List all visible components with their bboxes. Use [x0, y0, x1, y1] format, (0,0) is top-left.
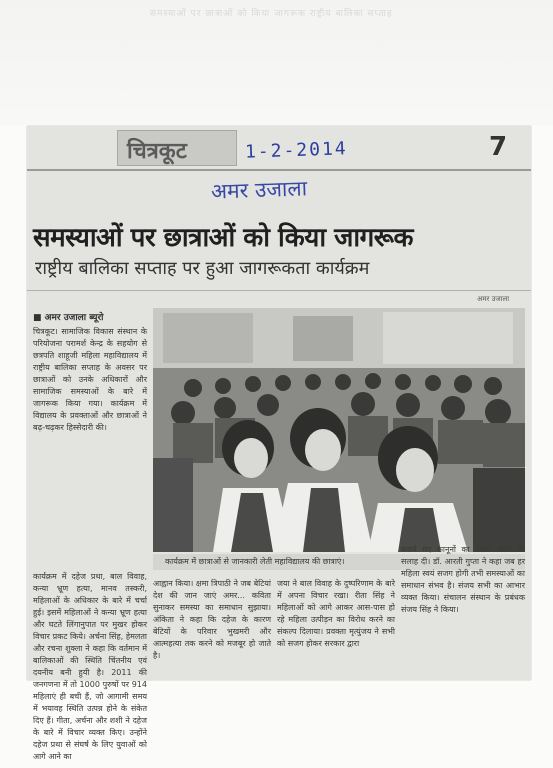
divider — [27, 290, 531, 291]
byline: ■ अमर उजाला ब्यूरो — [33, 313, 104, 323]
masthead — [27, 126, 531, 170]
article-column-4: बनाये गए कानूनों का पालन करने की सलाह दी। डॉ. आरती गुप्ता ने कहा जब हर महिला स्वयं सजग होगी तभी समस्याओं का समाधान संभव है। संजय सभी का आभार व्यक्त किया। संचालन संस्थान के प्रबंधक संजय सिंह ने किया। — [401, 545, 525, 614]
show-through-area — [0, 0, 553, 125]
photo-credit: अमर उजाला — [477, 295, 510, 303]
article-column-1: चित्रकूट। सामाजिक विकास संस्थान के परियोजना परामर्श केन्द्र के सहयोग से छत्रपति शाहूजी महिला महाविद्यालय में राष्ट्रीय बालिका सप्ताह के अवसर पर छात्राओं को उनके अधिकारों और सामाजिक समस्याओं के बारे में जागरूक किया गया। कार्यक्रम में विद्यालय के प्रवक्ताओं और छात्राओं ने बढ़-चढ़कर हिस्सेदारी की। — [33, 327, 147, 432]
article-column-3: जया ने बाल विवाह के दुष्परिणाम के बारे में अपना विचार रखा। रीता सिंह ने महिलाओं को आगे आकर आस-पास हो रहे महिला उत्पीड़न का विरोध करने का संकल्प दिलाया। प्रवक्ता मृत्युंजय ने सभी को सजग होकर सरकार द्वारा — [277, 579, 395, 648]
subheadline: राष्ट्रीय बालिका सप्ताह पर हुआ जागरूकता कार्यक्रम — [35, 258, 370, 279]
page-number: 7 — [489, 132, 508, 162]
masthead-rule — [27, 169, 531, 171]
article-column-2: आह्वान किया। क्षमा त्रिपाठी ने जब बेटियां देश की जान जाएं अमर... कविता सुनाकर समस्या का समाधान सुझाया। अंकिता ने कहा कि दहेज के कारण बेटियों के परिवार भुखमरी और आत्महत्या तक करने को मजबूर हो जाते है। — [153, 579, 271, 660]
article-photo — [153, 308, 525, 552]
city-name: चित्रकूट — [127, 139, 187, 164]
article-column-1-continued: कार्यक्रम में दहेज प्रथा, बाल विवाह, कन्या भ्रूण हत्या, मानव तस्करी, महिलाओं के अधिकार के बारे में चर्चा हुई। इसमें महिलाओं ने कन्या भ्रूण हत्या और घटते लिंगानुपात पर मुखर होकर विचार प्रकट किये। अर्चना सिंह, हेमलता और रचना शुक्ला ने कहा कि वर्तमान में बालिकाओं की स्थिति चिंतनीय एवं दयनीय बनी हुयी है। 2011 की जनगणना में तो 1000 पुरुषों पर 914 महिलाएं ही बची हैं, जो आगामी समय में भयावह स्थिति उत्पन्न होने के संकेत दिए हैं। गीता, अर्चना और शशी ने दहेज के बारे में विचार व्यक्त किए। उन्होंने दहेज प्रथा से संघर्ष के लिए युवाओं को आगे आने का — [33, 572, 147, 761]
photo-caption: कार्यक्रम में छात्राओं से जानकारी लेती महाविद्यालय की छात्राएं। — [153, 554, 525, 570]
headline: समस्याओं पर छात्राओं को किया जागरूक — [33, 223, 413, 253]
handwritten-publication: अमर उजाला — [210, 176, 308, 204]
handwritten-date: 1-2-2014 — [244, 138, 349, 163]
byline-text: अमर उजाला ब्यूरो — [44, 313, 104, 323]
show-through-text: समस्याओं पर छात्राओं को किया जागरूक राष्ट्रीय बालिका सप्ताह — [150, 9, 393, 19]
photo-classroom-image — [153, 308, 525, 552]
newspaper-clipping — [27, 126, 531, 761]
